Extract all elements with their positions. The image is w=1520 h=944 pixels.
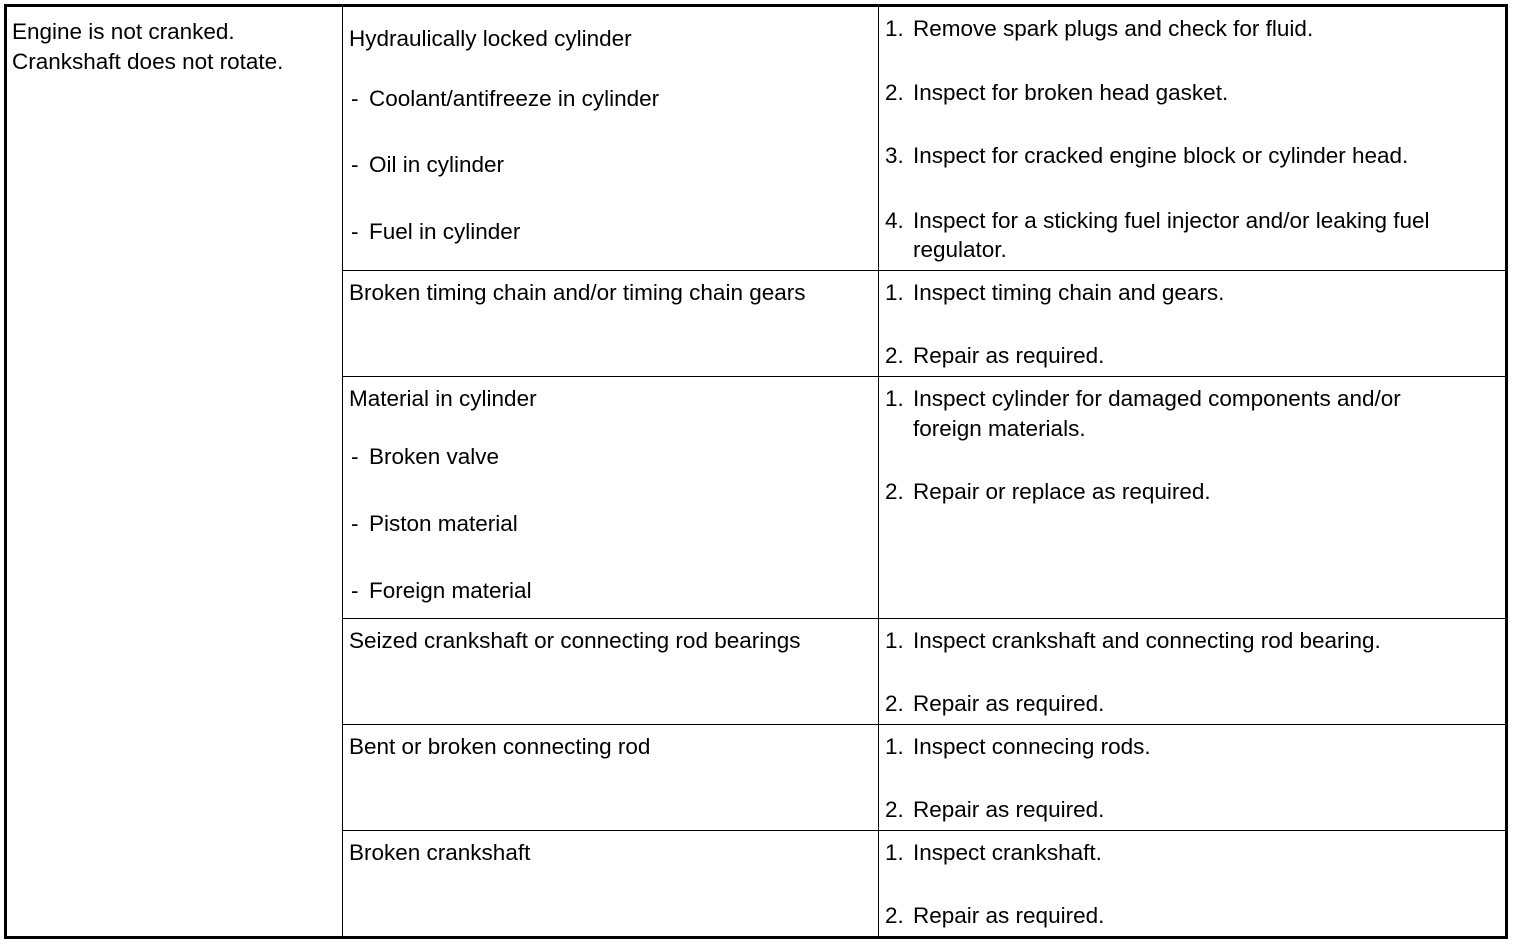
step-number: 3.	[885, 143, 904, 168]
step-number: 1.	[885, 386, 904, 411]
step-text: Repair or replace as required.	[913, 479, 1211, 504]
symptom-cell	[7, 7, 343, 936]
cause-cell	[343, 725, 879, 830]
step-text: Inspect for a sticking fuel injector and/or leaking fuel	[913, 208, 1430, 233]
cause-title: Material in cylinder	[349, 386, 537, 411]
step-text: Remove spark plugs and check for fluid.	[913, 16, 1314, 41]
step-number: 1.	[885, 16, 904, 41]
table-row	[343, 725, 1505, 831]
cause-cell	[343, 271, 879, 376]
step-text: Repair as required.	[913, 343, 1105, 368]
sub-cause: Oil in cylinder	[369, 152, 505, 177]
step-text: Inspect cylinder for damaged components and/or	[913, 386, 1401, 411]
table-row	[343, 619, 1505, 725]
step-number: 2.	[885, 691, 904, 716]
remedy-cell	[879, 271, 1505, 376]
step-number: 2.	[885, 80, 904, 105]
table-row	[343, 377, 1505, 619]
step-text: Inspect crankshaft and connecting rod bearing.	[913, 628, 1381, 653]
remedy-cell	[879, 377, 1505, 618]
cause-cell	[343, 7, 879, 270]
step-number: 1.	[885, 734, 904, 759]
sub-cause-dash: -	[351, 444, 359, 469]
cause-title: Broken crankshaft	[349, 840, 531, 865]
cause-cell	[343, 619, 879, 724]
cause-title: Hydraulically locked cylinder	[349, 26, 632, 51]
step-text: Repair as required.	[913, 691, 1105, 716]
sub-cause: Broken valve	[369, 444, 500, 469]
table-row	[343, 831, 1505, 936]
cause-title: Bent or broken connecting rod	[349, 734, 651, 759]
step-text: Inspect for cracked engine block or cylinder head.	[913, 143, 1409, 168]
step-text: foreign materials.	[913, 416, 1086, 441]
cause-title: Seized crankshaft or connecting rod bearings	[349, 628, 801, 653]
step-number: 2.	[885, 479, 904, 504]
sub-cause: Fuel in cylinder	[369, 219, 521, 244]
step-text: Repair as required.	[913, 797, 1105, 822]
remedy-cell	[879, 831, 1505, 936]
table-row	[343, 7, 1505, 271]
diagnosis-table	[4, 4, 1508, 939]
step-text: Inspect connecing rods.	[913, 734, 1151, 759]
step-text: regulator.	[913, 237, 1007, 262]
cause-title: Broken timing chain and/or timing chain gears	[349, 280, 806, 305]
sub-cause-dash: -	[351, 86, 359, 111]
step-number: 2.	[885, 343, 904, 368]
remedy-cell	[879, 619, 1505, 724]
sub-cause: Piston material	[369, 511, 518, 536]
step-number: 1.	[885, 280, 904, 305]
table-row	[343, 271, 1505, 377]
sub-cause-dash: -	[351, 219, 359, 244]
sub-cause-dash: -	[351, 578, 359, 603]
step-number: 1.	[885, 840, 904, 865]
step-text: Inspect timing chain and gears.	[913, 280, 1225, 305]
sub-cause: Foreign material	[369, 578, 532, 603]
step-text: Repair as required.	[913, 903, 1105, 928]
remedy-cell	[879, 7, 1505, 270]
step-number: 2.	[885, 797, 904, 822]
cause-cell	[343, 831, 879, 936]
sub-cause-dash: -	[351, 152, 359, 177]
sub-cause-dash: -	[351, 511, 359, 536]
cause-cell	[343, 377, 879, 618]
symptom-line: Crankshaft does not rotate.	[12, 49, 284, 74]
step-number: 4.	[885, 208, 904, 233]
step-number: 2.	[885, 903, 904, 928]
step-text: Inspect crankshaft.	[913, 840, 1102, 865]
step-number: 1.	[885, 628, 904, 653]
step-text: Inspect for broken head gasket.	[913, 80, 1229, 105]
remedy-cell	[879, 725, 1505, 830]
symptom-line: Engine is not cranked.	[12, 19, 235, 44]
sub-cause: Coolant/antifreeze in cylinder	[369, 86, 660, 111]
